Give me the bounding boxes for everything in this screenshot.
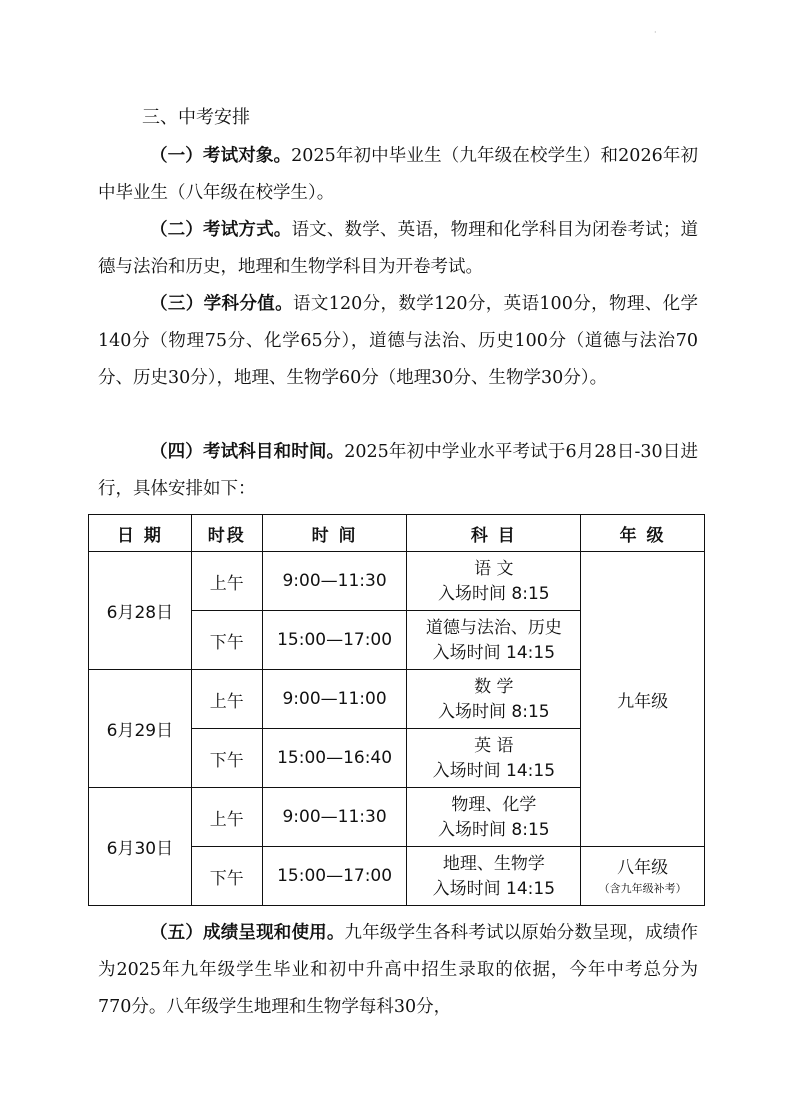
subject-cell [407,611,581,670]
time-cell: 15:00—17:00 [262,611,407,670]
grade-cell [581,847,705,906]
subject-name: 物理、化学 [451,795,537,815]
grade-eight-label: 八年级 [617,858,669,878]
subject-cell [407,670,581,729]
paragraph-text: 语文120分，数学120分，英语100分，物理、化学140分（物理75分、化学65分），道德与法治、历史100分（道德与法治70分、历史30分），地理、生物学60分（地理30分、生物学30分）。 [98,294,698,388]
subject-name: 数 学 [474,677,514,697]
time-cell: 9:00—11:00 [262,670,407,729]
paragraph-text: 语文、数学、英语，物理和化学科目为闭卷考试；道德与法治和历史，地理和生物学科目为开卷考试。 [98,220,699,277]
exam-schedule-table [88,514,705,906]
entry-time: 入场时间 14:15 [432,879,556,899]
period-cell: 上午 [191,788,262,847]
subject-name: 英 语 [474,736,514,756]
table-row [89,552,705,611]
header-period: 时段 [191,515,262,552]
paragraph-lead: （四）考试科目和时间。 [150,442,345,462]
entry-time: 入场时间 14:15 [432,643,556,663]
header-date: 日 期 [89,515,192,552]
time-cell: 9:00—11:30 [262,788,407,847]
subject-name: 语 文 [474,559,514,579]
section-heading: 三、中考安排 [142,107,250,128]
subject-name: 道德与法治、历史 [425,618,562,638]
date-cell: 6月30日 [89,788,192,906]
paragraph-subject-scores [98,286,698,397]
paragraph-lead: （一）考试对象。 [150,146,292,166]
period-cell: 上午 [191,552,262,611]
subject-cell [407,729,581,788]
subject-cell [407,788,581,847]
date-cell: 6月28日 [89,552,192,670]
paragraph-lead: （二）考试方式。 [150,220,292,240]
time-cell: 15:00—17:00 [262,847,407,906]
paragraph-exam-method [98,212,698,286]
entry-time: 入场时间 14:15 [432,761,556,781]
grade-cell: 九年级 [581,552,705,847]
entry-time: 入场时间 8:15 [438,702,550,722]
header-subject: 科 目 [407,515,581,552]
period-cell: 下午 [191,611,262,670]
header-time: 时 间 [262,515,407,552]
subject-cell [407,847,581,906]
paragraph-lead: （三）学科分值。 [150,294,294,314]
date-cell: 6月29日 [89,670,192,788]
grade-eight-note: （含九年级补考） [598,882,687,895]
time-cell: 15:00—16:40 [262,729,407,788]
paragraph-score-usage [98,915,698,1026]
period-cell: 下午 [191,729,262,788]
scan-mark: · [654,28,657,37]
paragraph-exam-target [98,138,698,212]
paragraph-text: 2025年初中学业水平考试于6月28日-30日进行，具体安排如下： [98,442,698,499]
period-cell: 下午 [191,847,262,906]
header-grade: 年 级 [581,515,705,552]
paragraph-exam-schedule [98,434,698,508]
time-cell: 9:00—11:30 [262,552,407,611]
paragraph-text: 九年级学生各科考试以原始分数呈现，成绩作为2025年九年级学生毕业和初中升高中招生录取的依据，今年中考总分为770分。八年级学生地理和生物学每科30分， [98,923,699,1017]
entry-time: 入场时间 8:15 [438,820,550,840]
table-header-row [89,515,705,552]
paragraph-text: 2025年初中毕业生（九年级在校学生）和2026年初中毕业生（八年级在校学生）。 [98,146,699,203]
subject-cell [407,552,581,611]
subject-name: 地理、生物学 [442,854,545,874]
paragraph-lead: （五）成绩呈现和使用。 [150,923,345,943]
period-cell: 上午 [191,670,262,729]
entry-time: 入场时间 8:15 [438,584,550,604]
